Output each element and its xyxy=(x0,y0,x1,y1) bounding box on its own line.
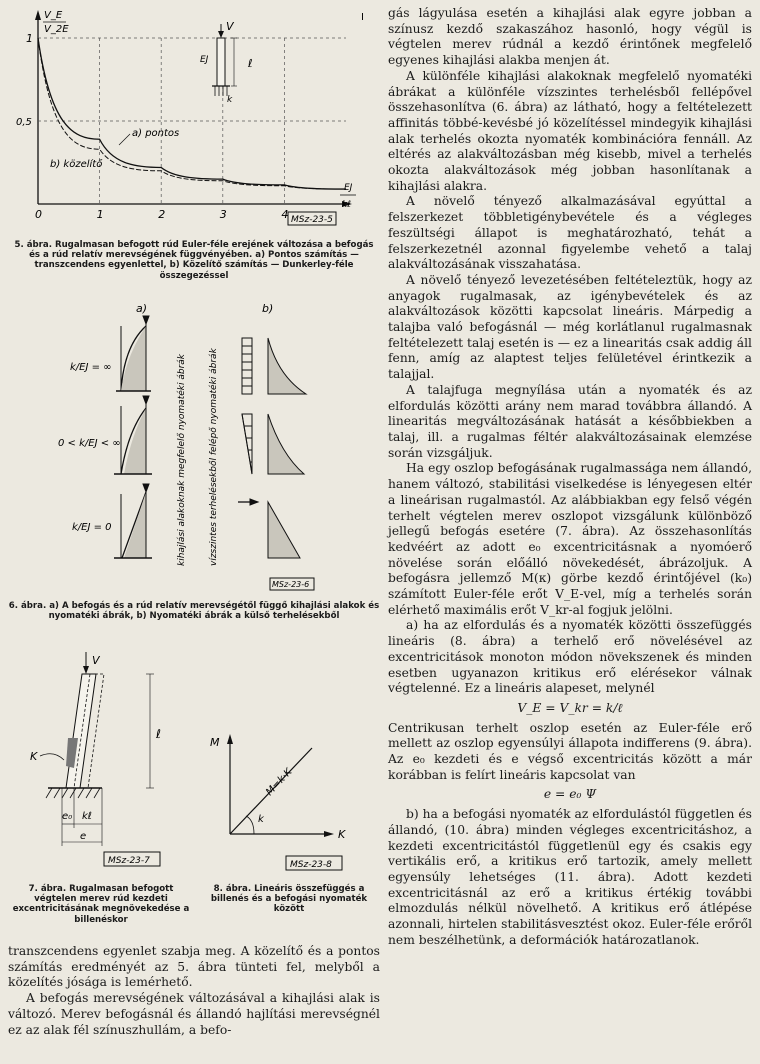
y-tick-1: 1 xyxy=(26,32,33,45)
svg-text:EJ: EJ xyxy=(200,55,209,65)
x-tick-label: 0 xyxy=(35,208,42,221)
left-paragraph-1: transzcendens egyenlet szabja meg. A közelítő és a pontos számítás eredményét az 5. ábra tünteti fel, melyből a közelítés jósága is lemérhető. xyxy=(8,944,380,990)
x-tick-label: 1 xyxy=(96,208,104,221)
svg-text:K: K xyxy=(338,828,346,841)
x-tick-label: 2 xyxy=(158,208,166,221)
svg-text:e₀: e₀ xyxy=(62,811,73,822)
curve-b-label: b) közelítő xyxy=(50,159,103,170)
svg-text:kℓ: kℓ xyxy=(82,811,92,822)
x-tick-label: 3 xyxy=(219,208,227,221)
fig8-tag: MSz-23-8 xyxy=(290,860,332,870)
svg-text:V: V xyxy=(92,654,100,667)
fig5-inset xyxy=(200,20,253,105)
fig6-row3: k/EJ = 0 xyxy=(72,522,112,533)
equation-excentricity: e = e₀ Ψ xyxy=(543,787,597,802)
svg-text:k: k xyxy=(258,814,264,825)
svg-text:K: K xyxy=(30,750,38,763)
fig5-tag: MSz-23-5 xyxy=(291,215,333,225)
fig6-vert-b: vízszintes terhelésekből felépő nyomatéki ábrák xyxy=(209,348,219,566)
right-paragraph-6: Ha egy oszlop befogásának rugalmassága nem állandó, hanem változó, stabilitási viselkedése is lényegesen eltér a lineárisan rugalmastól. Az alábbiakban egy felső végén terhelt végtelen merev oszlopot vizsgálunk különböző jellegű befogás esetére (7. ábra). Az összehasonlítás kedvéért az adott e₀ excentricitásnak a nyomóerő növelése során előálló növekedését, ábrázoljuk. A befogásra jellemző M(κ) görbe kezdő érintőjével (k₀) számított Euler-féle erőt V_E-vel, míg a terhelés során elérhető maximális erőt V_kr-al fogjuk jelölni. xyxy=(388,461,752,617)
svg-text:ℓ: ℓ xyxy=(248,57,253,70)
fig6-label-a: a) xyxy=(136,302,148,315)
fig6-row1: k/EJ = ∞ xyxy=(70,362,112,373)
figure-7 xyxy=(6,648,206,880)
figure-5-chart xyxy=(6,4,378,236)
x-label-top: EJ xyxy=(344,183,353,193)
page-mark: I xyxy=(361,12,364,23)
svg-text:k: k xyxy=(227,95,233,105)
svg-text:M: M xyxy=(210,736,220,749)
figure-7-caption: 7. ábra. Rugalmasan befogott végtelen merev rúd kezdeti excentricitásának megnövekedése a billenéskor xyxy=(12,884,190,925)
right-paragraph-9: b) ha a befogási nyomaték az elfordulástól független és állandó, (10. ábra) minden végleges excentricitáshoz, a kezdeti excentricitástól függetlenül egy és csakis egy vertikális erő, a kritikus erő tartozik, amely mellett egyensúly lehetséges (11. ábra). Adott kezdeti excentricitásnál az erő a kritikus értékig további elmozdulás nélkül növelhető. A kritikus erő átlépése azonnali, hirtelen stabilitásvesztést okoz. Euler-féle erőről nem beszélhetünk, a deformációk határozatlanok. xyxy=(388,807,752,947)
fig6-tag: MSz-23-6 xyxy=(272,580,310,589)
right-paragraph-4: A növelő tényező levezetésében feltételeztük, hogy az anyagok rugalmasak, az igénybevételek és az alakváltozások közötti kapcsolat lineáris. Márpedig a talajba való befogásnál — még korlátlanul rugalmasnak feltételezett talaj esetén is — ez a linearitás csak addig áll fenn, amíg az alaptest teljes felületével érintkezik a talajjal. xyxy=(388,272,752,382)
equation-euler: V_E = V_kr = k/ℓ xyxy=(517,700,623,715)
y-label-top: V_E xyxy=(44,10,63,21)
figure-6 xyxy=(6,296,378,598)
x-tick-label: 4 xyxy=(281,208,289,221)
right-column-text xyxy=(388,6,752,948)
x-label-bottom: kℓ xyxy=(342,200,351,210)
fig6-label-b: b) xyxy=(262,302,274,315)
svg-text:M=k·K: M=k·K xyxy=(264,766,295,799)
y-label-bottom: V_2E xyxy=(44,24,69,35)
right-paragraph-3: A növelő tényező alkalmazásával egyúttal a felszerkezet többletigénybevétele és a végleges feszültségi állapot is meghatározható, tehát a felszerkezetnél azonnal figyelembe vehető a talaj alakváltozásának visszahatása. xyxy=(388,194,752,272)
left-paragraph-2: A befogás merevségének változásával a kihajlási alak is változó. Merev befogásnál és állandó hajlítási merevségnél ez az alak fél színuszhullám, a befo- xyxy=(8,991,380,1037)
right-paragraph-1: gás lágyulása esetén a kihajlási alak egyre jobban a színusz kezdő szakaszához hasonló, hogy végül is végtelen merev rúdnál a kezdő érintőnek megfelelő egyenes kihajlási alakba menjen át. xyxy=(388,6,752,68)
svg-text:V: V xyxy=(226,20,234,33)
svg-text:ℓ: ℓ xyxy=(156,727,161,741)
figure-8 xyxy=(200,726,380,880)
fig6-col-b xyxy=(238,338,306,558)
figure-5-caption: 5. ábra. Rugalmasan befogott rúd Euler-féle erejének változása a befogás és a rúd relatív merevségének függvényében. a) Pontos számítás — transzcendens egyenlettel, b) Közelítő számítás — Dunkerley-féle összegezéssel xyxy=(14,240,374,281)
right-paragraph-7: a) ha az elfordulás és a nyomaték közötti összefüggés lineáris (8. ábra) a terhelő erő növelésével az excentricitások monoton módon növekszenek és minden esetben ugyanazon kritikus erő elérésekor válnak végtelenné. Ez a lineáris alapeset, melynél xyxy=(388,618,752,696)
y-tick-05: 0,5 xyxy=(16,117,32,128)
figure-5 xyxy=(6,4,378,236)
fig6-col-a xyxy=(114,316,152,558)
fig6-vert-a: kihajlási alakoknak megfelelő nyomatéki ábrák xyxy=(177,354,187,566)
curve-a-label: a) pontos xyxy=(132,128,180,139)
fig7-tag: MSz-23-7 xyxy=(108,856,150,866)
right-paragraph-2: A különféle kihajlási alakoknak megfelelő nyomatéki ábrákat a különféle vízszintes terhelésből fellépővel összehasonlítva (6. ábra) az látható, hogy a feltételezett affinitás többé-kevésbé jó közelítéssel mindegyik kihajlási alak terhelés okozta nyomaték kombinációra fennáll. Az eltérés az alakváltozásban még kisebb, mivel a terhelés okozta alakváltozások még jobban hasonlítanak a kihajlási alakra. xyxy=(388,68,752,193)
left-column-text xyxy=(8,944,380,1038)
svg-text:e: e xyxy=(80,831,87,842)
fig6-row2: 0 < k/EJ < ∞ xyxy=(58,438,121,449)
right-paragraph-5: A talajfuga megnyílása után a nyomaték és az elfordulás közötti arány nem marad továbbra állandó. A linearitás megváltozásának hatását a későbbiekben a talaj, ill. a rugalmas féltér alakváltozásainak elemzése során vizsgáljuk. xyxy=(388,382,752,460)
figure-8-caption: 8. ábra. Lineáris összefüggés a billenés és a befogási nyomaték között xyxy=(210,884,368,915)
right-paragraph-8: Centrikusan terhelt oszlop esetén az Euler-féle erő mellett az oszlop egyensúlyi állapota indifferens (9. ábra). Az e₀ kezdeti és e végső excentricitás között a már korábban is felírt lineáris kapcsolat van xyxy=(388,720,752,782)
figure-6-caption: 6. ábra. a) A befogás és a rúd relatív merevségétől függő kihajlási alakok és nyomatéki ábrák, b) Nyomatéki ábrák a külső terhelésekből xyxy=(8,601,380,622)
